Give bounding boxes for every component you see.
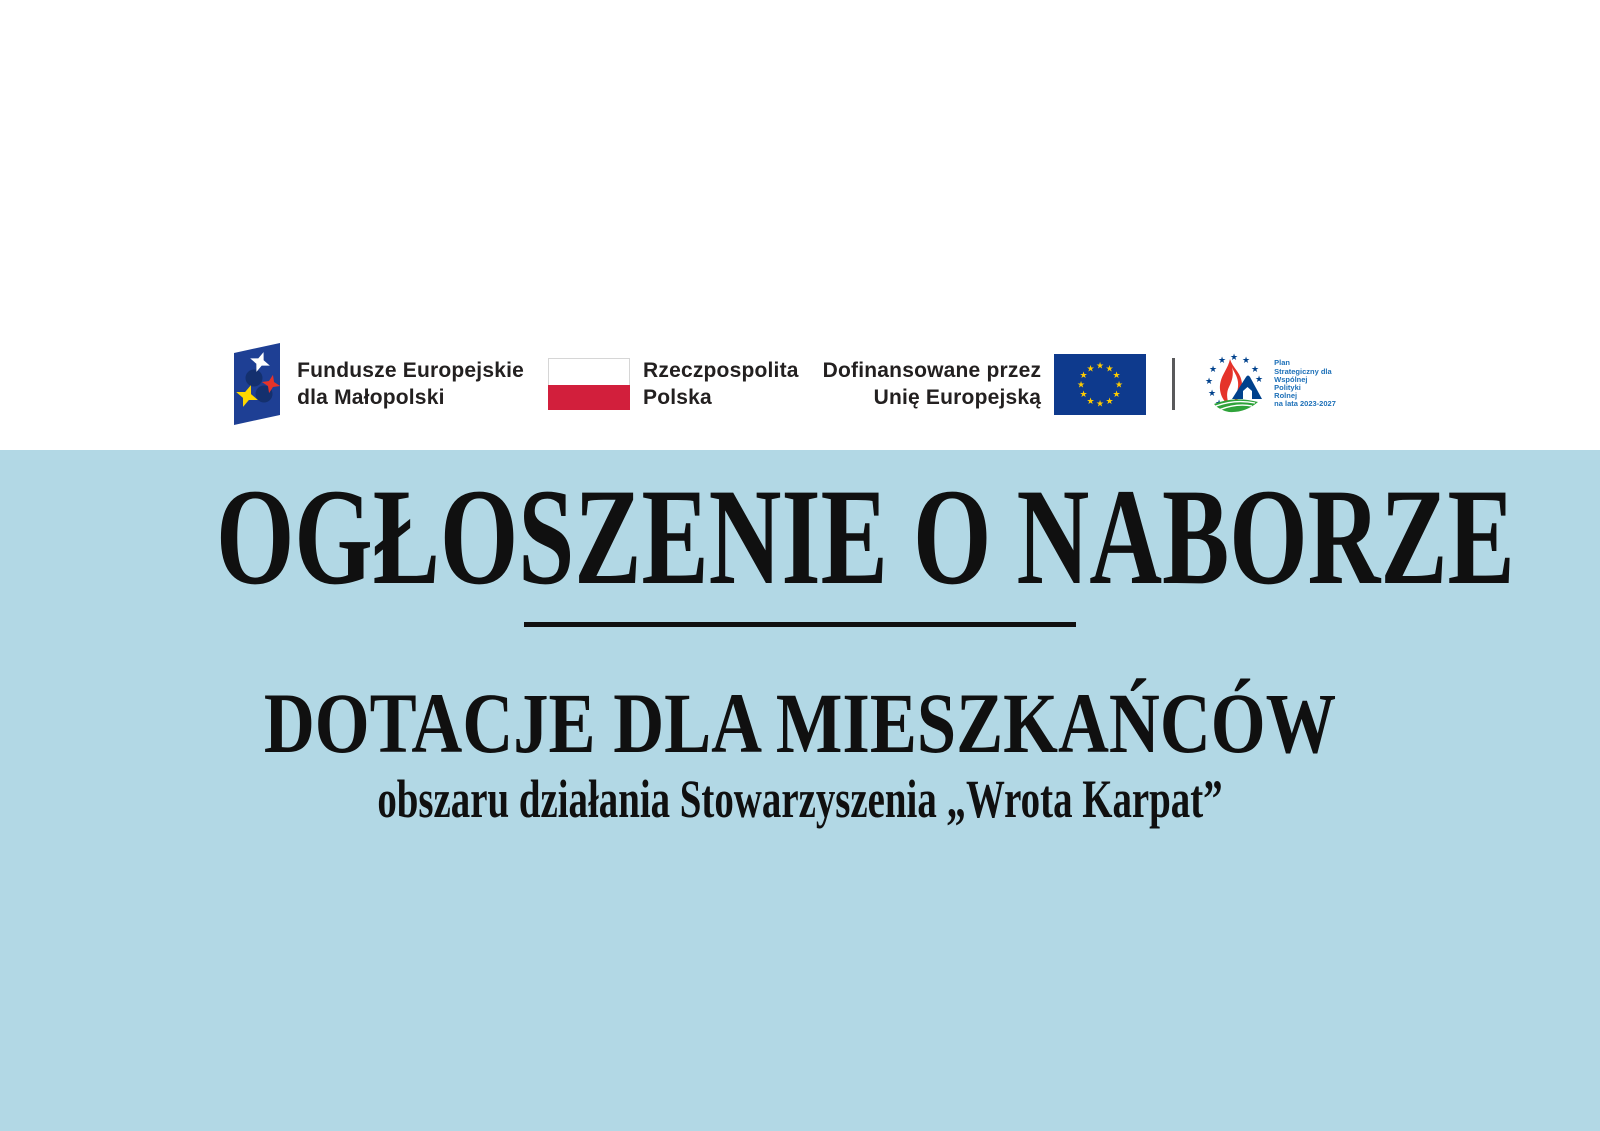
subtitle: DOTACJE DLA MIESZKAŃCÓW	[263, 675, 1337, 771]
fundusze-line1: Fundusze Europejskie	[297, 359, 524, 382]
svg-text:★: ★	[1255, 375, 1264, 385]
logo-eu-funding	[823, 354, 1147, 415]
announcement-body	[0, 460, 1600, 829]
eu-funding-line1: Dofinansowane przez	[822, 359, 1042, 382]
eu-funding-label	[823, 357, 1042, 411]
eu-flag-icon	[1054, 354, 1146, 415]
page-title: OGŁOSZENIE O NABORZE	[216, 460, 1515, 613]
poland-flag-white-stripe	[548, 358, 630, 385]
svg-text:★: ★	[1112, 389, 1121, 400]
svg-text:★: ★	[1205, 377, 1214, 387]
logo-rzeczpospolita-polska	[548, 357, 799, 411]
subtitle-secondary: obszaru działania Stowarzyszenia „Wrota Karpat”	[377, 769, 1223, 829]
ps-wpr-emblem-icon	[1201, 351, 1267, 417]
poland-flag-icon	[548, 358, 630, 410]
svg-text:★: ★	[1079, 370, 1088, 381]
svg-text:★: ★	[1086, 363, 1095, 374]
svg-text:★: ★	[1096, 399, 1105, 410]
ps-wpr-line1: Plan	[1274, 358, 1290, 368]
svg-text:★: ★	[1079, 389, 1088, 400]
ps-wpr-line4: Polityki	[1274, 383, 1301, 392]
logo-bar	[0, 0, 1600, 450]
logo-ps-wpr	[1201, 351, 1336, 417]
title-divider-rule	[524, 622, 1076, 627]
poland-line1: Rzeczpospolita	[643, 359, 799, 382]
ps-wpr-line2: Strategiczny dla	[1274, 366, 1332, 376]
logo-row	[228, 340, 1336, 428]
svg-text:★: ★	[1230, 353, 1239, 363]
ps-wpr-line5: Rolnej	[1274, 391, 1298, 401]
svg-text:★: ★	[1242, 356, 1251, 366]
ps-wpr-line6: na lata 2023-2027	[1274, 399, 1336, 409]
svg-text:★: ★	[1105, 396, 1114, 407]
svg-text:★: ★	[1112, 370, 1121, 381]
ps-wpr-label	[1274, 359, 1336, 408]
ps-wpr-line3: Wspólnej	[1274, 374, 1308, 384]
svg-text:★: ★	[1096, 361, 1105, 372]
svg-text:★: ★	[1208, 389, 1217, 399]
fundusze-line2: dla Małopolski	[297, 386, 445, 409]
poland-line2: Polska	[643, 386, 712, 409]
fundusze-europejskie-flag-icon	[228, 340, 284, 428]
svg-text:★: ★	[1251, 365, 1260, 375]
fundusze-europejskie-label	[297, 357, 524, 411]
svg-text:★: ★	[1218, 356, 1227, 366]
logo-fundusze-europejskie	[228, 340, 524, 428]
eu-funding-line2: Unię Europejską	[873, 386, 1042, 409]
poland-label	[643, 357, 799, 411]
svg-text:★: ★	[1209, 365, 1218, 375]
svg-text:★: ★	[1086, 396, 1095, 407]
svg-text:★: ★	[1105, 363, 1114, 374]
svg-text:★: ★	[1077, 380, 1086, 391]
logo-separator	[1172, 358, 1175, 410]
poland-flag-red-stripe	[548, 385, 630, 411]
svg-text:★: ★	[1115, 380, 1124, 391]
